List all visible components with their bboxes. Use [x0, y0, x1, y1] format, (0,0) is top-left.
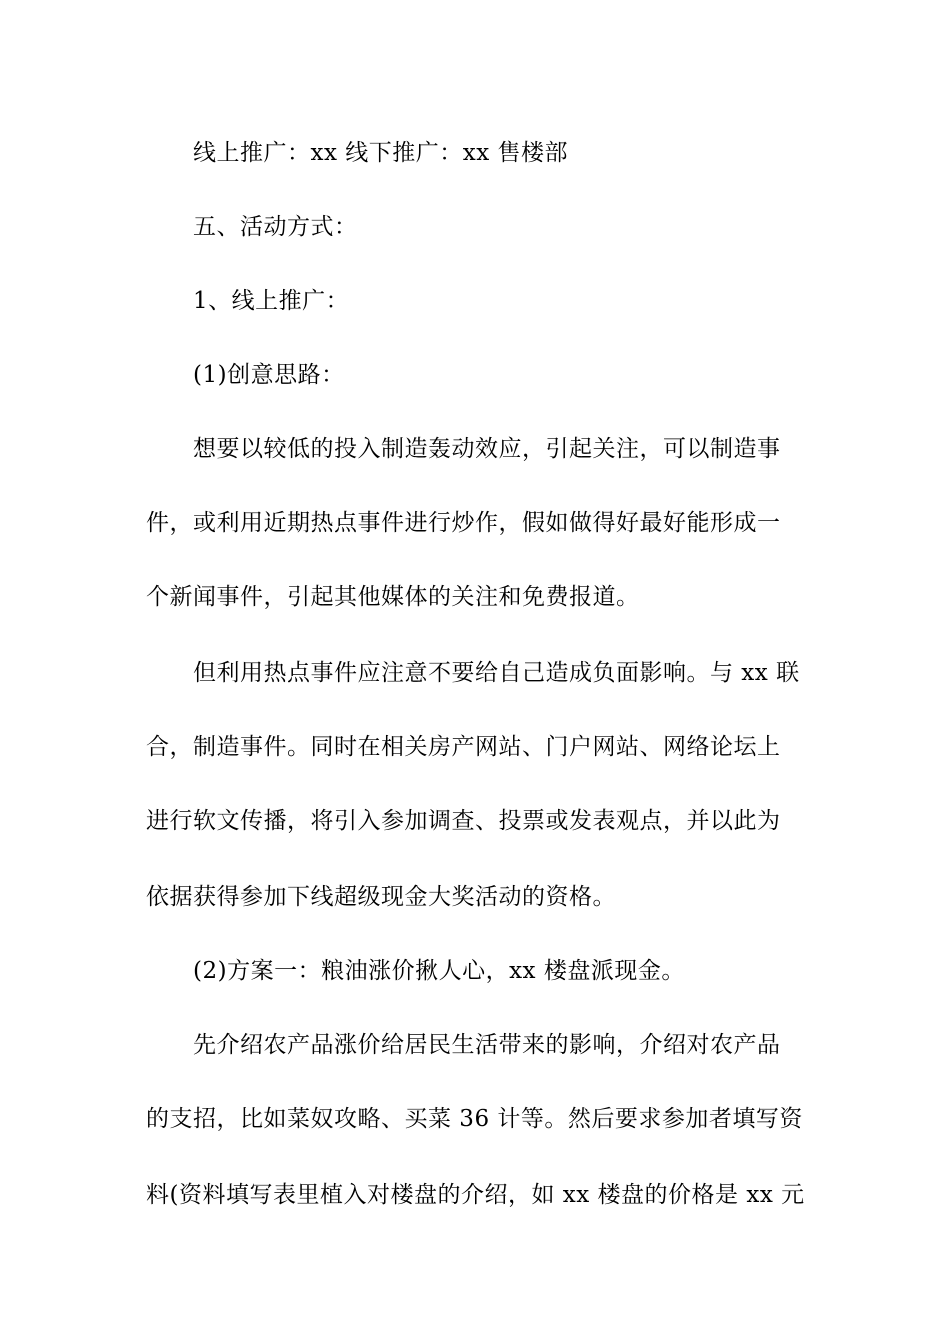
subheading-plan-one: (2)方案一：粮油涨价揪人心，xx 楼盘派现金。 [193, 958, 685, 984]
paragraph-line: 先介绍农产品涨价给居民生活带来的影响，介绍对农产品 [193, 1032, 781, 1058]
paragraph-line: 但利用热点事件应注意不要给自己造成负面影响。与 xx 联 [193, 660, 800, 686]
paragraph-line: 料(资料填写表里植入对楼盘的介绍，如 xx 楼盘的价格是 xx 元 [146, 1182, 805, 1208]
paragraph-line: 依据获得参加下线超级现金大奖活动的资格。 [146, 884, 616, 910]
text-line-promotion-channels: 线上推广：xx 线下推广：xx 售楼部 [193, 140, 569, 166]
subheading-online-promotion: 1、线上推广： [193, 288, 350, 314]
paragraph-line: 想要以较低的投入制造轰动效应，引起关注，可以制造事 [193, 436, 781, 462]
paragraph-line: 进行软文传播，将引入参加调查、投票或发表观点，并以此为 [146, 808, 781, 834]
paragraph-line: 个新闻事件，引起其他媒体的关注和免费报道。 [146, 584, 640, 610]
section-heading-activity-method: 五、活动方式： [193, 214, 358, 240]
paragraph-line: 件，或利用近期热点事件进行炒作，假如做得好最好能形成一 [146, 510, 781, 536]
subheading-creative-idea: (1)创意思路： [193, 362, 345, 388]
paragraph-line: 合，制造事件。同时在相关房产网站、门户网站、网络论坛上 [146, 734, 781, 760]
paragraph-line: 的支招，比如菜奴攻略、买菜 36 计等。然后要求参加者填写资 [146, 1106, 803, 1132]
